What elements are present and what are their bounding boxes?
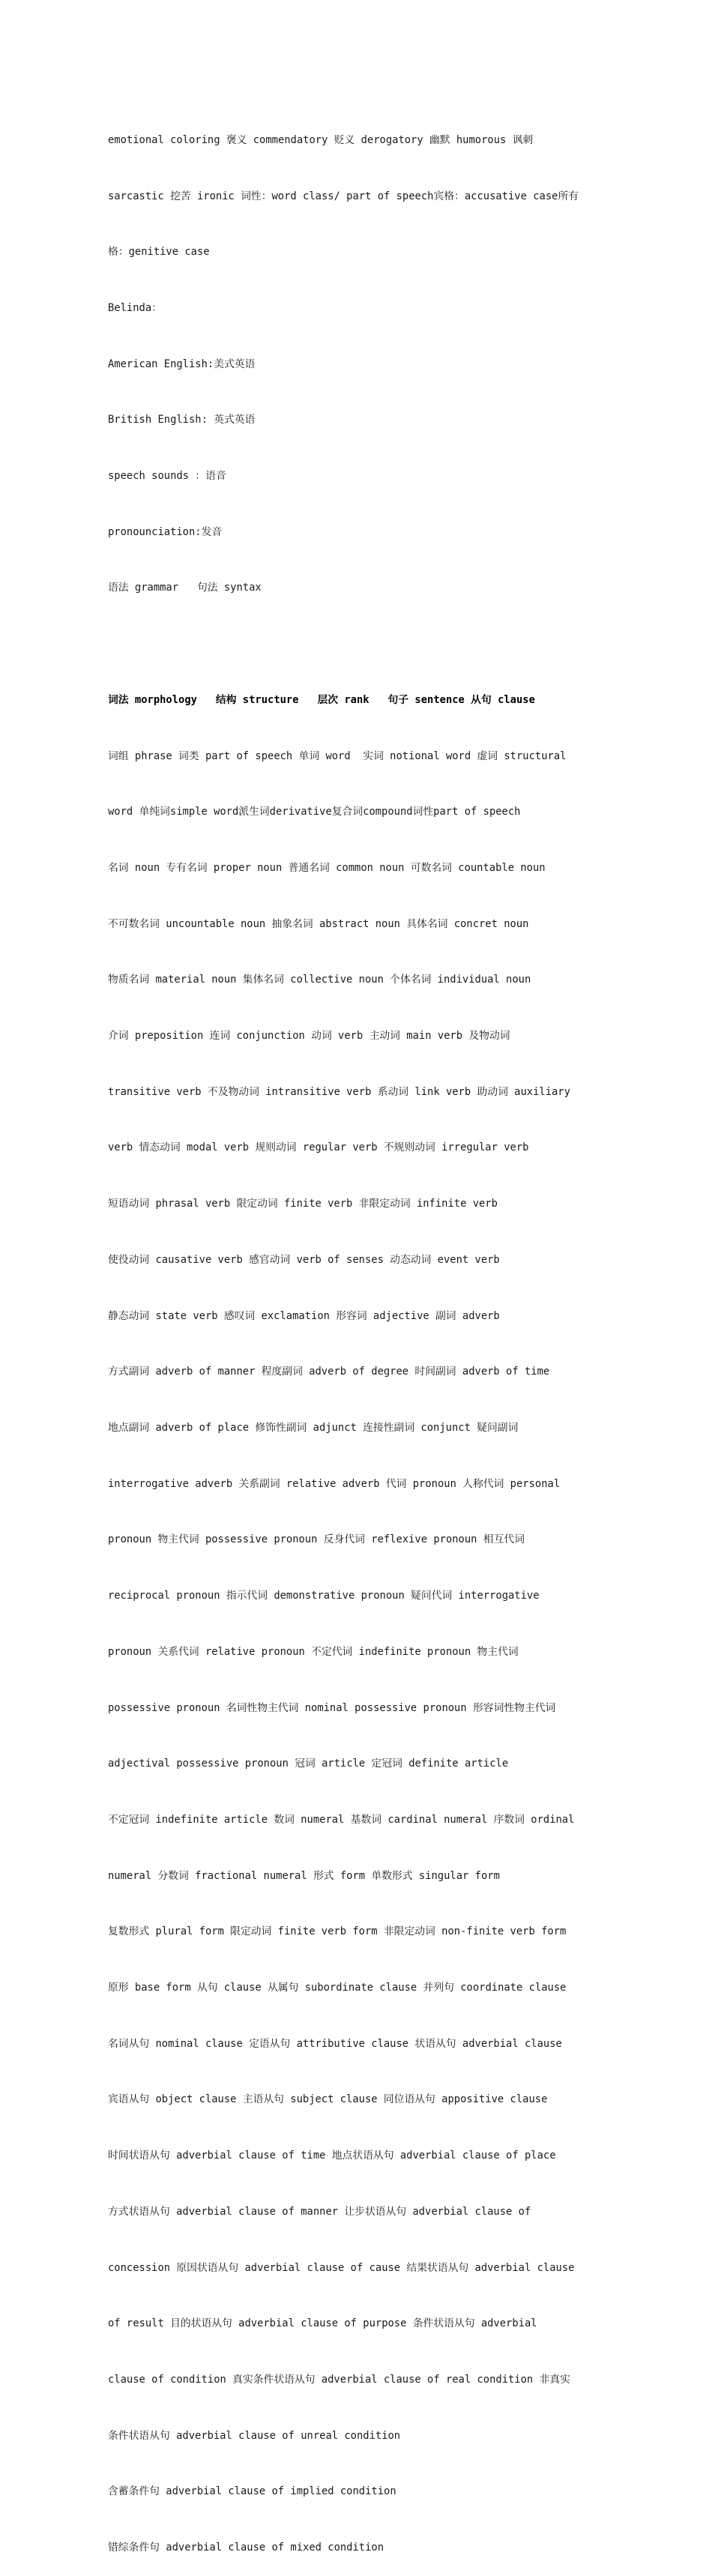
- text-line: concession 原因状语从句 adverbial clause of cause 结果状语从句 adverbial clause: [108, 2261, 575, 2274]
- text-line: 名词从句 nominal clause 定语从句 attributive clause 状语从句 adverbial clause: [108, 2037, 562, 2050]
- text-line: word 单纯词simple word派生词derivative复合词compound词性part of speech: [108, 806, 521, 818]
- text-line: adjectival possessive pronoun 冠词 article 定冠词 definite article: [108, 1758, 509, 1770]
- text-line: 使役动词 causative verb 感官动词 verb of senses 动态动词 event verb: [108, 1253, 500, 1266]
- text-line: 语法 grammar 句法 syntax: [108, 582, 262, 594]
- text-line: American English:美式英语: [108, 358, 256, 370]
- text-line: British English: 英式英语: [108, 414, 256, 426]
- text-line: 复数形式 plural form 限定动词 finite verb form 非限定动词 non-finite verb form: [108, 1925, 567, 1938]
- text-line: reciprocal pronoun 指示代词 demonstrative pronoun 疑问代词 interrogative: [108, 1590, 540, 1602]
- text-line: 词组 phrase 词类 part of speech 单词 word 实词 notional word 虚词 structural: [108, 749, 567, 762]
- text-line: 宾语从句 object clause 主语从句 subject clause 同位语从句 appositive clause: [108, 2093, 548, 2106]
- text-line: 原形 base form 从句 clause 从属句 subordinate clause 并列句 coordinate clause: [108, 1982, 567, 1994]
- text-line: 错综条件句 adverbial clause of mixed condition: [108, 2542, 384, 2554]
- text-line: 介词 preposition 连词 conjunction 动词 verb 主动词 main verb 及物动词: [108, 1030, 510, 1043]
- text-line: sarcastic 挖苦 ironic 词性：word class/ part of speech宾格：accusative case所有: [108, 190, 579, 202]
- blank-line: [108, 635, 618, 654]
- text-line: 名词 noun 专有名词 proper noun 普通名词 common noun 可数名词 countable noun: [108, 861, 546, 874]
- text-line: 地点副词 adverb of place 修饰性副词 adjunct 连接性副词 conjunct 疑问副词: [108, 1421, 519, 1434]
- text-line: 含蓄条件句 adverbial clause of implied condition: [108, 2485, 396, 2498]
- text-line: interrogative adverb 关系副词 relative adverb 代词 pronoun 人称代词 personal: [108, 1477, 561, 1490]
- text-line: clause of condition 真实条件状语从句 adverbial clause of real condition 非真实: [108, 2373, 570, 2386]
- text-line: 短语动词 phrasal verb 限定动词 finite verb 非限定动词 infinite verb: [108, 1198, 498, 1210]
- text-line: transitive verb 不及物动词 intransitive verb 系动词 link verb 助动词 auxiliary: [108, 1085, 570, 1098]
- text-line: emotional coloring 褒义 commendatory 贬义 derogatory 幽默 humorous 讽刺: [108, 133, 534, 146]
- text-line: verb 情态动词 modal verb 规则动词 regular verb 不规则动词 irregular verb: [108, 1141, 529, 1154]
- text-line: pronoun 关系代词 relative pronoun 不定代词 indefinite pronoun 物主代词: [108, 1645, 519, 1658]
- text-line: 物质名词 material noun 集体名词 collective noun 个体名词 individual noun: [108, 974, 531, 986]
- section-heading: 词法 morphology 结构 structure 层次 rank 句子 sentence 从句 clause: [108, 693, 535, 706]
- text-line: 条件状语从句 adverbial clause of unreal condition: [108, 2429, 401, 2442]
- text-line: 时间状语从句 adverbial clause of time 地点状语从句 adverbial clause of place: [108, 2150, 556, 2162]
- text-line: numeral 分数词 fractional numeral 形式 form 单数形式 singular form: [108, 1869, 500, 1882]
- document-page: [108, 94, 618, 2576]
- text-line: 静态动词 state verb 感叹词 exclamation 形容词 adjective 副词 adverb: [108, 1309, 500, 1322]
- text-line: 不定冠词 indefinite article 数词 numeral 基数词 cardinal numeral 序数词 ordinal: [108, 1813, 575, 1826]
- text-line: of result 目的状语从句 adverbial clause of purpose 条件状语从句 adverbial: [108, 2317, 537, 2330]
- text-line: 格：genitive case: [108, 246, 210, 259]
- text-line: pronoun 物主代词 possessive pronoun 反身代词 reflexive pronoun 相互代词: [108, 1533, 525, 1546]
- text-line: possessive pronoun 名词性物主代词 nominal possessive pronoun 形容词性物主代词: [108, 1701, 556, 1714]
- text-line: 不可数名词 uncountable noun 抽象名词 abstract noun 具体名词 concret noun: [108, 917, 529, 930]
- text-line: speech sounds ：语音: [108, 470, 226, 483]
- text-line: 方式副词 adverb of manner 程度副词 adverb of degree 时间副词 adverb of time: [108, 1366, 550, 1378]
- text-line: Belinda：: [108, 301, 162, 314]
- text-line: 方式状语从句 adverbial clause of manner 让步状语从句 adverbial clause of: [108, 2205, 531, 2218]
- text-line: pronounciation:发音: [108, 525, 223, 538]
